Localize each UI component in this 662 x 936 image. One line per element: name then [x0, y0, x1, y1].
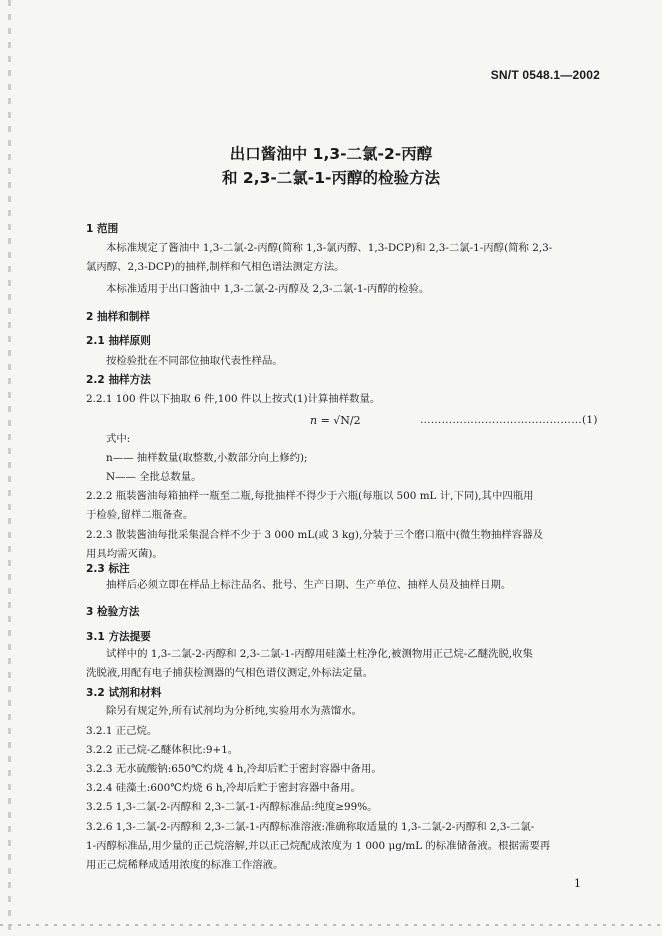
section-1-para-1a: 本标准规定了酱油中 1,3-二氯-2-丙醇(简称 1,3-氯丙醇、1,3-DCP)和 2,3-二氯-1-丙醇(简称 2,3-	[106, 242, 553, 254]
section-2-2-3a: 2.2.3 散装酱油每批采集混合样不少于 3 000 mL(或 3 kg),分装于三个磨口瓶中(微生物抽样容器及	[86, 529, 543, 541]
section-2-2-3b: 用具均需灭菌)。	[86, 548, 163, 560]
formula-where: 式中:	[106, 433, 131, 445]
section-3-2-5: 3.2.5 1,3-二氯-2-丙醇和 2,3-二氯-1-丙醇标准品:纯度≥99%。	[86, 801, 378, 813]
section-1-para-2: 本标准适用于出口酱油中 1,3-二氯-2-丙醇及 2,3-二氯-1-丙醇的检验。	[106, 283, 430, 295]
section-3-1-heading: 3.1 方法提要	[86, 631, 151, 643]
section-2-2-1: 2.2.1 100 件以下抽取 6 件,100 件以上按式(1)计算抽样数量。	[86, 393, 381, 405]
section-2-3-heading: 2.3 标注	[86, 563, 130, 575]
section-1-para-1b: 氯丙醇、2,3-DCP)的抽样,制样和气相色谱法测定方法。	[86, 261, 345, 273]
formula-tag: ………………………………………(1)	[420, 414, 598, 426]
section-3-2-heading: 3.2 试剂和材料	[86, 687, 162, 699]
definition-N: N—— 全批总数量。	[106, 471, 202, 483]
section-2-2-2a: 2.2.2 瓶装酱油每箱抽样一瓶至二瓶,每批抽样不得少于六瓶(每瓶以 500 mL 计,下同),其中四瓶用	[86, 490, 534, 502]
section-2-1-heading: 2.1 抽样原则	[86, 335, 151, 347]
section-2-heading: 2 抽样和制样	[86, 311, 151, 323]
page-title-line2: 和 2,3-二氯-1-丙醇的检验方法	[222, 169, 440, 187]
section-3-2-6a: 3.2.6 1,3-二氯-2-丙醇和 2,3-二氯-1-丙醇标准溶液:准确称取适量的 1,3-二氯-2-丙醇和 2,3-二氯-	[86, 821, 535, 833]
formula	[310, 414, 361, 427]
definition-n: n—— 抽样数量(取整数,小数部分向上修约);	[106, 452, 308, 464]
section-3-2-para: 除另有规定外,所有试剂均为分析纯,实验用水为蒸馏水。	[106, 705, 362, 717]
section-3-2-6b: 1-丙醇标准品,用少量的正己烷溶解,并以正己烷配成浓度为 1 000 μg/mL 的标准储备液。根据需要再	[86, 840, 551, 852]
scan-edge	[8, 0, 11, 936]
section-1-heading: 1 范围	[86, 223, 119, 235]
section-3-1-para-b: 洗脱液,用配有电子捕获检测器的气相色谱仪测定,外标法定量。	[86, 667, 374, 679]
section-3-1-para-a: 试样中的 1,3-二氯-2-丙醇和 2,3-二氯-1-丙醇用硅藻土柱净化,被测物用正己烷-乙醚洗脱,收集	[106, 648, 533, 660]
standard-code: SN/T 0548.1—2002	[490, 68, 600, 82]
scan-bottom-edge	[0, 924, 662, 926]
section-2-2-heading: 2.2 抽样方法	[86, 374, 151, 386]
section-2-2-2b: 于检验,留样二瓶备查。	[86, 509, 194, 521]
page-title-line1: 出口酱油中 1,3-二氯-2-丙醇	[229, 145, 433, 163]
section-3-2-2: 3.2.2 正己烷-乙醚体积比:9+1。	[86, 744, 239, 756]
section-2-3-para: 抽样后必须立即在样品上标注品名、批号、生产日期、生产单位、抽样人员及抽样日期。	[106, 579, 512, 591]
section-2-1-para: 按检验批在不同部位抽取代表性样品。	[106, 355, 283, 367]
formula-lhs: n =	[310, 414, 334, 427]
section-3-2-3: 3.2.3 无水硫酸钠:650℃灼烧 4 h,冷却后贮于密封容器中备用。	[86, 763, 382, 775]
section-3-2-1: 3.2.1 正己烷。	[86, 725, 158, 737]
section-3-2-6c: 用正己烷稀释成适用浓度的标准工作溶液。	[86, 859, 284, 871]
formula-rhs: √N/2	[333, 414, 361, 427]
page-number: 1	[574, 877, 581, 890]
section-3-2-4: 3.2.4 硅藻土:600℃灼烧 6 h,冷却后贮于密封容器中备用。	[86, 782, 361, 794]
section-3-heading: 3 检验方法	[86, 606, 140, 618]
